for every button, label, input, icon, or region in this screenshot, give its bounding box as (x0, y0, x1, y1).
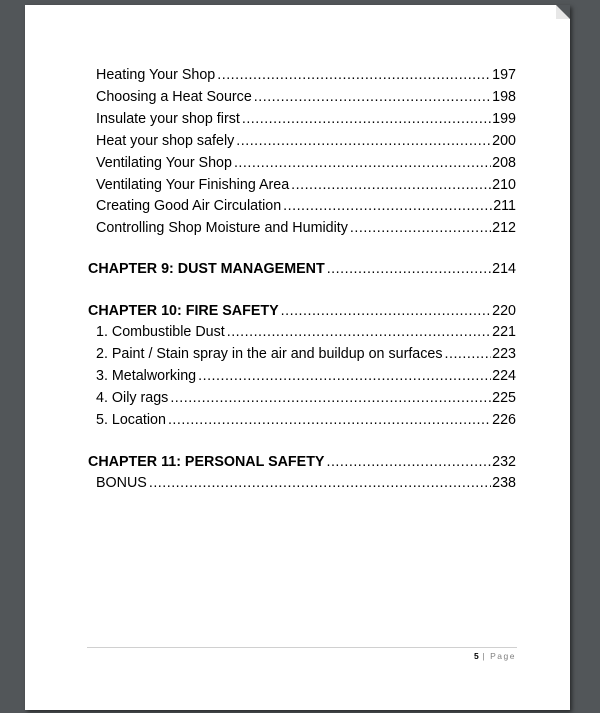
footer-separator: | (482, 651, 487, 661)
toc-entry[interactable] (88, 177, 516, 197)
toc-entry-page: 199 (492, 111, 516, 127)
toc-entry-label: Insulate your shop first (96, 111, 240, 127)
toc-entry-page: 223 (492, 346, 516, 362)
toc-entry-page: 211 (493, 198, 516, 214)
dot-leader (168, 412, 491, 428)
toc-entry[interactable] (88, 155, 516, 175)
toc-entry-page: 225 (492, 390, 516, 406)
dot-leader (234, 155, 491, 171)
dot-leader (291, 177, 491, 193)
toc-entry-page: 220 (492, 303, 516, 319)
dot-leader (149, 475, 491, 491)
toc-entry-page: 226 (492, 412, 516, 428)
dot-leader (242, 111, 491, 127)
toc-entry-page: 221 (492, 324, 516, 340)
dot-leader (217, 67, 491, 83)
toc-entry-page: 208 (492, 155, 516, 171)
folded-corner (556, 5, 570, 19)
toc-entry[interactable] (88, 133, 516, 153)
toc-entry[interactable] (88, 412, 516, 432)
dot-leader (281, 303, 491, 319)
dot-leader (350, 220, 491, 236)
toc-entry-label: Ventilating Your Finishing Area (96, 177, 290, 193)
toc-chapter-label: CHAPTER 10: FIRE SAFETY (88, 303, 279, 319)
dot-leader (445, 346, 492, 362)
toc-entry[interactable] (88, 89, 516, 109)
toc-chapter-label: CHAPTER 9: DUST MANAGEMENT (88, 261, 325, 277)
dot-leader (283, 198, 492, 214)
toc-entry-page: 212 (492, 220, 516, 236)
toc-entry[interactable] (88, 220, 516, 240)
footer-divider (87, 647, 517, 648)
toc-entry[interactable] (88, 390, 516, 410)
toc-entry[interactable] (88, 368, 516, 388)
dot-leader (327, 261, 491, 277)
dot-leader (254, 89, 491, 105)
toc-entry-page: 214 (492, 261, 516, 277)
toc-entry-page: 197 (492, 67, 516, 83)
toc-entry-label: 1. Combustible Dust (96, 324, 225, 340)
dot-leader (170, 390, 491, 406)
toc-entry-page: 224 (492, 368, 516, 384)
dot-leader (326, 454, 491, 470)
toc-entry-label: Heat your shop safely (96, 133, 235, 149)
toc-entry-label: Controlling Shop Moisture and Humidity (96, 220, 348, 236)
toc-entry[interactable] (88, 324, 516, 344)
toc-entry[interactable] (88, 198, 516, 218)
toc-entry[interactable] (88, 67, 516, 87)
toc-entry-page: 238 (492, 475, 516, 491)
dot-leader (236, 133, 491, 149)
page-footer (474, 651, 516, 661)
toc-entry-label: 4. Oily rags (96, 390, 169, 406)
toc-entry[interactable] (88, 346, 516, 366)
toc-entry-label: Choosing a Heat Source (96, 89, 252, 105)
toc-entry-page: 200 (492, 133, 516, 149)
toc-entry-label: Heating Your Shop (96, 67, 216, 83)
toc-entry[interactable] (88, 475, 516, 495)
footer-page-word: Page (490, 651, 516, 661)
dot-leader (227, 324, 491, 340)
toc-chapter-entry[interactable] (88, 303, 516, 323)
toc-chapter-entry[interactable] (88, 454, 516, 474)
toc-entry[interactable] (88, 111, 516, 131)
toc-chapter-entry[interactable] (88, 261, 516, 281)
toc-entry-label: 3. Metalworking (96, 368, 197, 384)
toc-entry-label: Creating Good Air Circulation (96, 198, 282, 214)
footer-page-number: 5 (473, 651, 479, 661)
toc-entry-label: Ventilating Your Shop (96, 155, 232, 171)
toc-entry-label: 5. Location (96, 412, 166, 428)
dot-leader (198, 368, 491, 384)
toc-entry-page: 198 (492, 89, 516, 105)
document-page (25, 5, 570, 710)
toc-entry-label: 2. Paint / Stain spray in the air and buildup on surfaces (96, 346, 443, 362)
toc-chapter-label: CHAPTER 11: PERSONAL SAFETY (88, 454, 325, 470)
toc-entry-label: BONUS (96, 475, 147, 491)
toc-entry-page: 210 (492, 177, 516, 193)
toc-entry-page: 232 (492, 454, 516, 470)
